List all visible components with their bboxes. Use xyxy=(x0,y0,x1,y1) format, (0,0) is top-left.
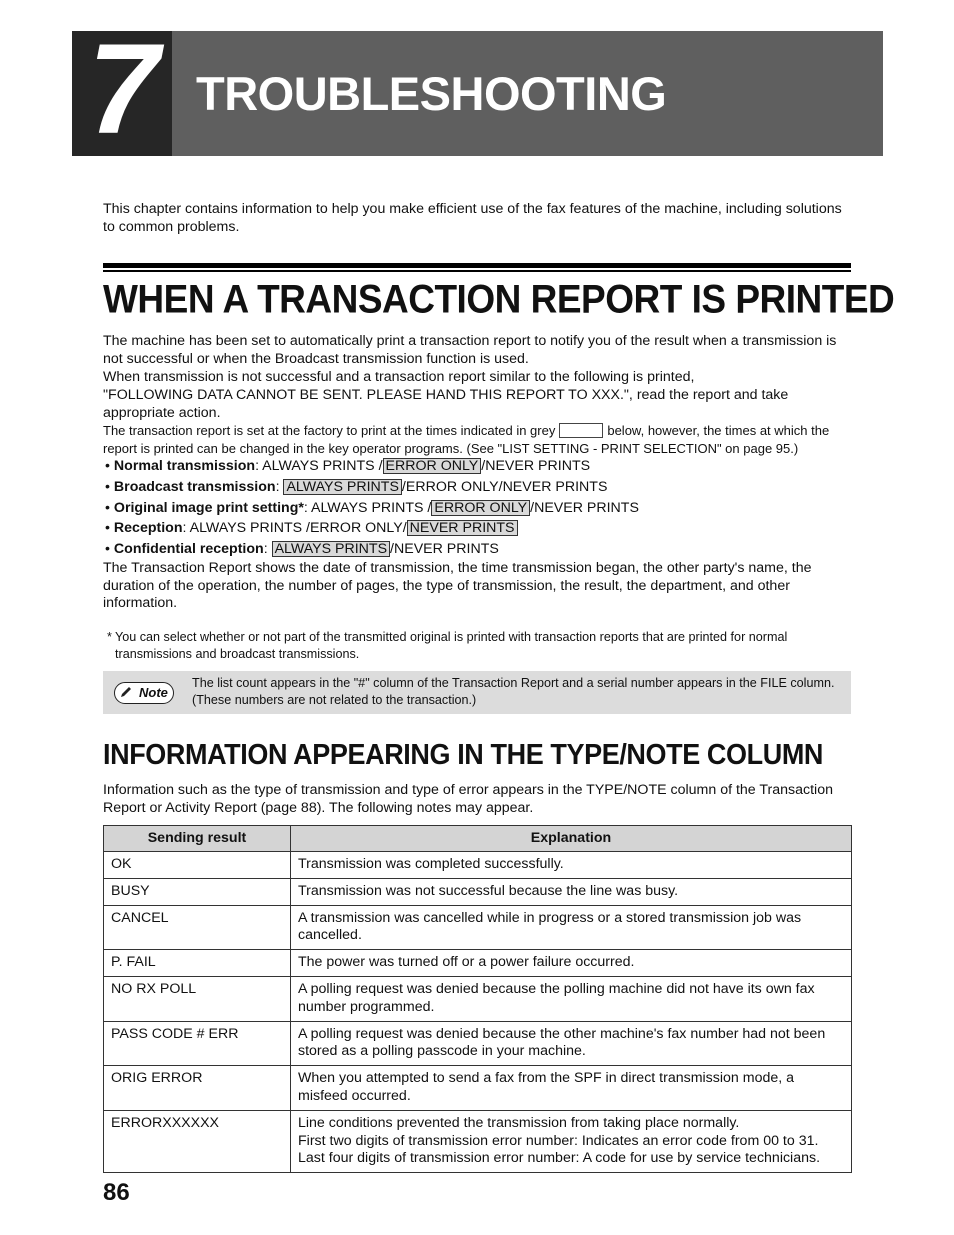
highlight-error-only: ERROR ONLY xyxy=(383,458,482,474)
table-cell: Line conditions prevented the transmission from taking place normally. First two digits of transmission error number: Indicates an error code from 00 to 31. Last four digits of transmission error number: A code for use by service technicians. xyxy=(291,1110,852,1172)
bullet-broadcast-transmission: • Broadcast transmission: ALWAYS PRINTS /ERROR ONLY/NEVER PRINTS xyxy=(105,479,608,495)
table-cell: Transmission was completed successfully. xyxy=(291,852,852,879)
factory-setting-note xyxy=(103,422,855,458)
note-badge: Note xyxy=(114,682,174,704)
grey-swatch xyxy=(559,423,603,438)
section-title: WHEN A TRANSACTION REPORT IS PRINTED xyxy=(103,276,895,322)
sending-result-table xyxy=(103,825,852,1173)
note-text: The list count appears in the "#" column of the Transaction Report and a serial number appears in the FILE column. (These numbers are not related to the transaction.) xyxy=(192,676,835,707)
page-number: 86 xyxy=(103,1179,130,1206)
table-cell: Transmission was not successful because the line was busy. xyxy=(291,878,852,905)
bullet-confidential-reception: • Confidential reception: ALWAYS PRINTS /NEVER PRINTS xyxy=(105,541,499,557)
note-box xyxy=(103,671,851,714)
table-cell: NO RX POLL xyxy=(104,976,291,1021)
table-row xyxy=(104,976,852,1021)
bullet-reception: • Reception: ALWAYS PRINTS /ERROR ONLY/ NEVER PRINTS xyxy=(105,519,518,537)
table-cell: A polling request was denied because the polling machine did not have its own fax number programmed. xyxy=(291,976,852,1021)
table-cell: When you attempted to send a fax from the SPF in direct transmission mode, a misfeed occurred. xyxy=(291,1066,852,1111)
table-row xyxy=(104,1110,852,1172)
column-header-sending-result: Sending result xyxy=(104,826,291,852)
chapter-title: TROUBLESHOOTING xyxy=(196,67,667,120)
table-header-row xyxy=(104,826,852,852)
factory-note-a: The transaction report is set at the factory to print at the times indicated in grey xyxy=(103,423,556,438)
table-cell: BUSY xyxy=(104,878,291,905)
highlight-never-prints: NEVER PRINTS xyxy=(407,520,518,536)
chapter-number: 7 xyxy=(88,18,160,161)
section-rule-thin xyxy=(103,270,851,272)
bullet-original-image-print-setting: • Original image print setting*: ALWAYS PRINTS / ERROR ONLY/NEVER PRINTS xyxy=(105,500,639,516)
highlight-always-prints: ALWAYS PRINTS xyxy=(272,541,390,557)
table-row xyxy=(104,852,852,879)
table-cell: ERRORXXXXXX xyxy=(104,1110,291,1172)
table-cell: P. FAIL xyxy=(104,950,291,977)
bullet-normal-transmission: • Normal transmission: ALWAYS PRINTS / ERROR ONLY/NEVER PRINTS xyxy=(105,458,591,474)
subsection-intro: Information such as the type of transmission and type of error appears in the TYPE/NOTE column of the Transaction Report or Activity Report (page 88). The following notes may appear. xyxy=(103,782,833,816)
pencil-icon xyxy=(119,685,133,699)
footnote xyxy=(107,629,852,663)
footnote-text: You can select whether or not part of the transmitted original is printed with transaction reports that are printed for normal transmissions and broadcast transmissions. xyxy=(115,630,788,661)
section-para-1: The machine has been set to automatically print a transaction report to notify you of the result when a transmission is not successful or when the Broadcast transmission function is used. xyxy=(103,333,837,367)
section-para-2: When transmission is not successful and a transaction report similar to the following is printed, xyxy=(103,369,695,385)
table-cell: PASS CODE # ERR xyxy=(104,1021,291,1066)
table-cell: CANCEL xyxy=(104,905,291,950)
table-cell: ORIG ERROR xyxy=(104,1066,291,1111)
section-para-report-contents: The Transaction Report shows the date of transmission, the time transmission began, the other party's name, the duration of the operation, the number of pages, the type of transmission, the result, the department, and other information. xyxy=(103,560,812,612)
table-cell: The power was turned off or a power failure occurred. xyxy=(291,950,852,977)
section-para-3: "FOLLOWING DATA CANNOT BE SENT. PLEASE HAND THIS REPORT TO XXX.", read the report and take appropriate action. xyxy=(103,387,789,421)
chapter-intro: This chapter contains information to help you make efficient use of the fax features of the machine, including solutions to common problems. xyxy=(103,201,842,235)
section-rule-thick xyxy=(103,263,851,268)
footnote-marker: * xyxy=(107,630,112,644)
table-row xyxy=(104,950,852,977)
table-row xyxy=(104,878,852,905)
subsection-title: INFORMATION APPEARING IN THE TYPE/NOTE COLUMN xyxy=(103,739,824,771)
table-row xyxy=(104,1021,852,1066)
table-row xyxy=(104,1066,852,1111)
table-cell: OK xyxy=(104,852,291,879)
factory-note-b: below, however, the times at which the report is printed can be changed in the key operator programs. (See "LIST SETTING - PRINT SELECTION" on page 95.) xyxy=(103,423,830,456)
highlight-always-prints: ALWAYS PRINTS xyxy=(283,479,401,495)
column-header-explanation: Explanation xyxy=(291,826,852,852)
table-cell: A transmission was cancelled while in progress or a stored transmission job was cancelled. xyxy=(291,905,852,950)
highlight-error-only: ERROR ONLY xyxy=(431,500,530,516)
table-row xyxy=(104,905,852,950)
table-cell: A polling request was denied because the other machine's fax number had not been stored as a polling passcode in your machine. xyxy=(291,1021,852,1066)
